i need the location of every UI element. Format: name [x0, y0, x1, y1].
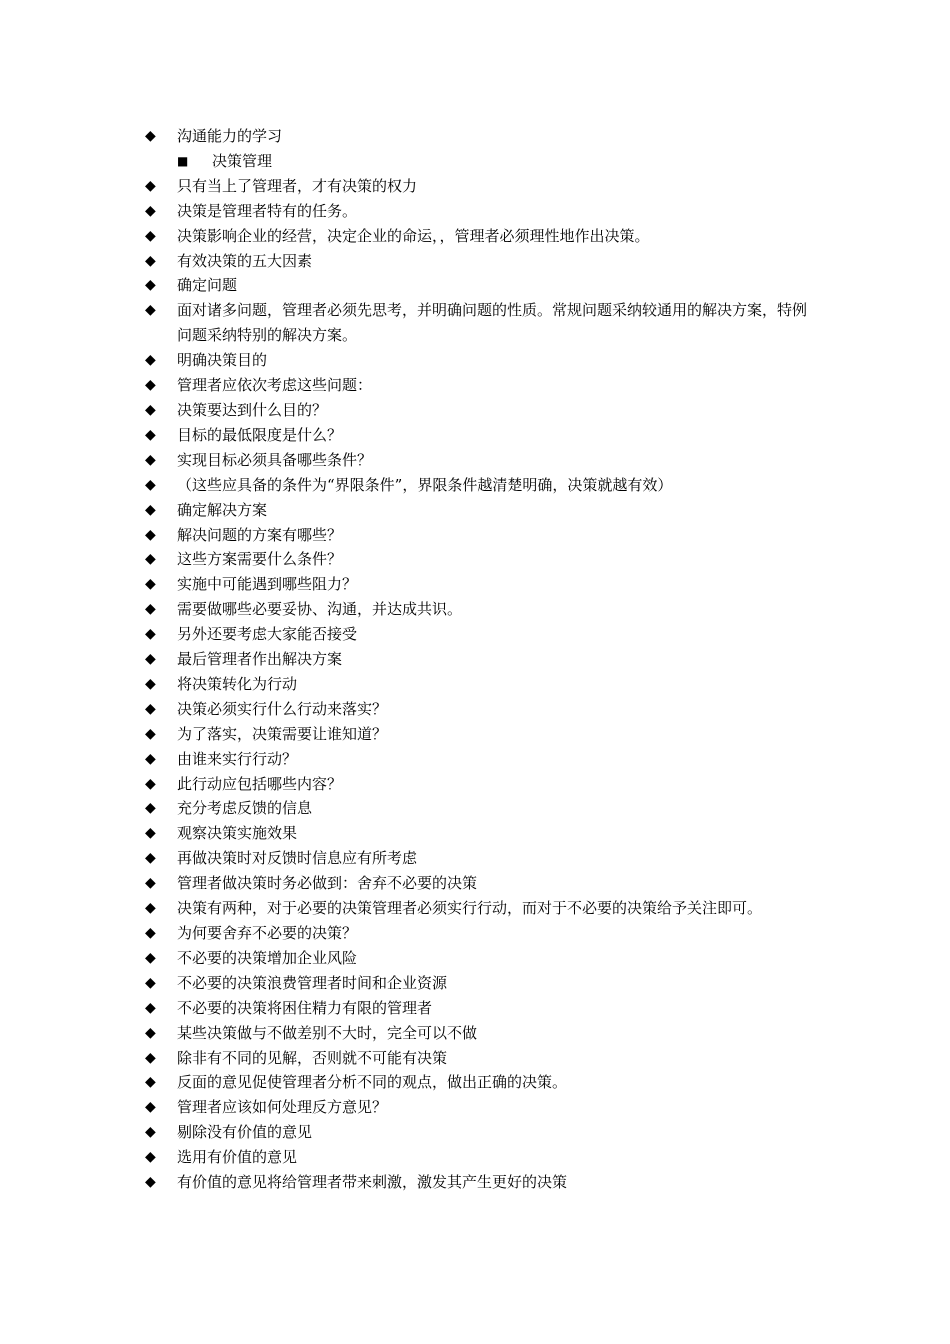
list-item — [145, 946, 813, 971]
list-item-text: 只有当上了管理者，才有决策的权力 — [177, 176, 418, 195]
list-item-text: 决策必须实行什么行动来落实？ — [177, 699, 388, 718]
diamond-bullet-icon: ◆ — [145, 775, 156, 792]
list-item-text: 管理者应依次考虑这些问题： — [177, 376, 373, 395]
list-item-text: 充分考虑反馈的信息 — [177, 799, 313, 818]
diamond-bullet-icon: ◆ — [145, 526, 156, 543]
list-item-text: 确定解决方案 — [177, 500, 268, 519]
list-item-text: 最后管理者作出解决方案 — [177, 650, 343, 669]
diamond-bullet-icon: ◆ — [145, 651, 156, 668]
diamond-bullet-icon: ◆ — [145, 501, 156, 518]
diamond-bullet-icon: ◆ — [145, 302, 156, 319]
diamond-bullet-icon: ◆ — [145, 1024, 156, 1041]
list-item — [145, 672, 813, 697]
list-item-text: 这些方案需要什么条件？ — [177, 550, 343, 569]
list-item — [145, 547, 813, 572]
list-item — [145, 373, 813, 398]
document-body — [145, 124, 813, 1195]
diamond-bullet-icon: ◆ — [145, 377, 156, 394]
list-item — [145, 523, 813, 548]
list-item-text: 为了落实，决策需要让谁知道？ — [177, 724, 388, 743]
list-item-text: 选用有价值的意见 — [177, 1148, 298, 1167]
list-item-text: 某些决策做与不做差别不大时，完全可以不做 — [177, 1023, 478, 1042]
square-bullet-icon: ■ — [177, 153, 189, 168]
list-item-text: 目标的最低限度是什么？ — [177, 425, 343, 444]
list-item — [145, 697, 813, 722]
list-item — [145, 124, 813, 149]
list-item — [145, 871, 813, 896]
diamond-bullet-icon: ◆ — [145, 925, 156, 941]
diamond-bullet-icon: ◆ — [145, 850, 156, 867]
diamond-bullet-icon: ◆ — [145, 1099, 156, 1116]
list-item-text: 决策影响企业的经营，决定企业的命运，，管理者必须理性地作出决策。 — [177, 226, 650, 245]
list-item — [145, 1145, 813, 1170]
diamond-bullet-icon: ◆ — [145, 252, 156, 269]
diamond-bullet-icon: ◆ — [145, 277, 156, 294]
list-item — [145, 298, 813, 348]
list-item-text: 确定问题 — [177, 276, 238, 295]
list-item — [145, 622, 813, 647]
list-item-text: 解决问题的方案有哪些？ — [177, 525, 343, 544]
list-item-text: 将决策转化为行动 — [177, 674, 298, 693]
list-item-text: 另外还要考虑大家能否接受 — [177, 625, 358, 644]
list-item-text: 剔除没有价值的意见 — [177, 1123, 313, 1142]
diamond-bullet-icon: ◆ — [145, 626, 156, 643]
diamond-bullet-icon: ◆ — [145, 551, 156, 568]
list-item-text: 此行动应包括哪些内容？ — [177, 774, 343, 793]
list-item-text: 除非有不同的见解，否则就不可能有决策 — [177, 1048, 448, 1067]
list-item — [145, 971, 813, 996]
diamond-bullet-icon: ◆ — [145, 426, 156, 443]
diamond-bullet-icon: ◆ — [145, 1074, 156, 1091]
list-item-text: 决策是管理者特有的任务。 — [177, 201, 358, 220]
list-item-text: 为何要舍弃不必要的决策？ — [177, 924, 358, 942]
diamond-bullet-icon: ◆ — [145, 476, 156, 493]
list-item-text: 实现目标必须具备哪些条件？ — [177, 450, 373, 469]
diamond-bullet-icon: ◆ — [145, 1049, 156, 1066]
list-item-text: 决策有两种，对于必要的决策管理者必须实行行动，而对于不必要的决策给予关注即可。 — [177, 899, 763, 918]
list-item-text: 观察决策实施效果 — [177, 824, 298, 843]
diamond-bullet-icon: ◆ — [145, 177, 156, 194]
diamond-bullet-icon: ◆ — [145, 750, 156, 767]
diamond-bullet-icon: ◆ — [145, 800, 156, 817]
list-item — [145, 1120, 813, 1145]
diamond-bullet-icon: ◆ — [145, 128, 156, 144]
diamond-bullet-icon: ◆ — [145, 352, 156, 369]
list-item-text: 沟通能力的学习 — [177, 127, 283, 145]
diamond-bullet-icon: ◆ — [145, 601, 156, 618]
list-item-text: （这些应具备的条件为“界限条件”，界限条件越清楚明确，决策就越有效） — [177, 475, 673, 494]
list-item — [145, 498, 813, 523]
diamond-bullet-icon: ◆ — [145, 202, 156, 219]
list-item-text: 有价值的意见将给管理者带来刺激，激发其产生更好的决策 — [177, 1173, 568, 1192]
list-item — [145, 796, 813, 821]
list-item — [145, 398, 813, 423]
diamond-bullet-icon: ◆ — [145, 401, 156, 418]
list-item-text: 不必要的决策将困住精力有限的管理者 — [177, 998, 433, 1017]
list-item — [145, 996, 813, 1021]
list-item-text: 明确决策目的 — [177, 351, 268, 370]
list-item — [145, 1021, 813, 1046]
list-item-text: 实施中可能遇到哪些阻力？ — [177, 575, 358, 594]
list-item — [145, 224, 813, 249]
list-item-text: 反面的意见促使管理者分析不同的观点，做出正确的决策。 — [177, 1073, 568, 1092]
list-item-text: 再做决策时对反馈时信息应有所考虑 — [177, 849, 418, 868]
list-item — [145, 821, 813, 846]
list-item — [145, 747, 813, 772]
sub-list-item — [145, 149, 813, 174]
list-item-text: 有效决策的五大因素 — [177, 251, 313, 270]
diamond-bullet-icon: ◆ — [145, 725, 156, 742]
list-item — [145, 722, 813, 747]
list-item — [145, 1095, 813, 1120]
diamond-bullet-icon: ◆ — [145, 1124, 156, 1141]
diamond-bullet-icon: ◆ — [145, 974, 156, 991]
list-item — [145, 772, 813, 797]
diamond-bullet-icon: ◆ — [145, 576, 156, 593]
list-item — [145, 1170, 813, 1195]
diamond-bullet-icon: ◆ — [145, 900, 156, 917]
list-item — [145, 1046, 813, 1071]
diamond-bullet-icon: ◆ — [145, 949, 156, 966]
list-item-text: 管理者做决策时务必做到：舍弃不必要的决策 — [177, 874, 478, 893]
list-item — [145, 199, 813, 224]
list-item — [145, 1070, 813, 1095]
diamond-bullet-icon: ◆ — [145, 999, 156, 1016]
list-item — [145, 174, 813, 199]
list-item-text: 需要做哪些必要妥协、沟通，并达成共识。 — [177, 600, 463, 619]
list-item — [145, 597, 813, 622]
diamond-bullet-icon: ◆ — [145, 451, 156, 468]
list-item — [145, 273, 813, 298]
diamond-bullet-icon: ◆ — [145, 700, 156, 717]
list-item — [145, 846, 813, 871]
list-item — [145, 348, 813, 373]
diamond-bullet-icon: ◆ — [145, 1174, 156, 1191]
list-item — [145, 572, 813, 597]
list-item — [145, 448, 813, 473]
diamond-bullet-icon: ◆ — [145, 875, 156, 892]
list-item — [145, 896, 813, 921]
diamond-bullet-icon: ◆ — [145, 825, 156, 842]
list-item — [145, 921, 813, 946]
list-item-text: 不必要的决策增加企业风险 — [177, 948, 358, 967]
list-item-text: 决策要达到什么目的？ — [177, 400, 328, 419]
list-item — [145, 423, 813, 448]
list-item-text: 由谁来实行行动？ — [177, 749, 298, 768]
list-item-text: 管理者应该如何处理反方意见？ — [177, 1098, 388, 1117]
list-item-text: 不必要的决策浪费管理者时间和企业资源 — [177, 973, 448, 992]
list-item — [145, 249, 813, 274]
diamond-bullet-icon: ◆ — [145, 1149, 156, 1166]
list-item-text: 决策管理 — [212, 151, 273, 170]
list-item — [145, 647, 813, 672]
list-item-text: 面对诸多问题，管理者必须先思考，并明确问题的性质。常规问题采纳较通用的解决方案，特例问题采纳特别的解决方案。 — [177, 301, 808, 345]
diamond-bullet-icon: ◆ — [145, 227, 156, 244]
list-item — [145, 473, 813, 498]
diamond-bullet-icon: ◆ — [145, 675, 156, 692]
